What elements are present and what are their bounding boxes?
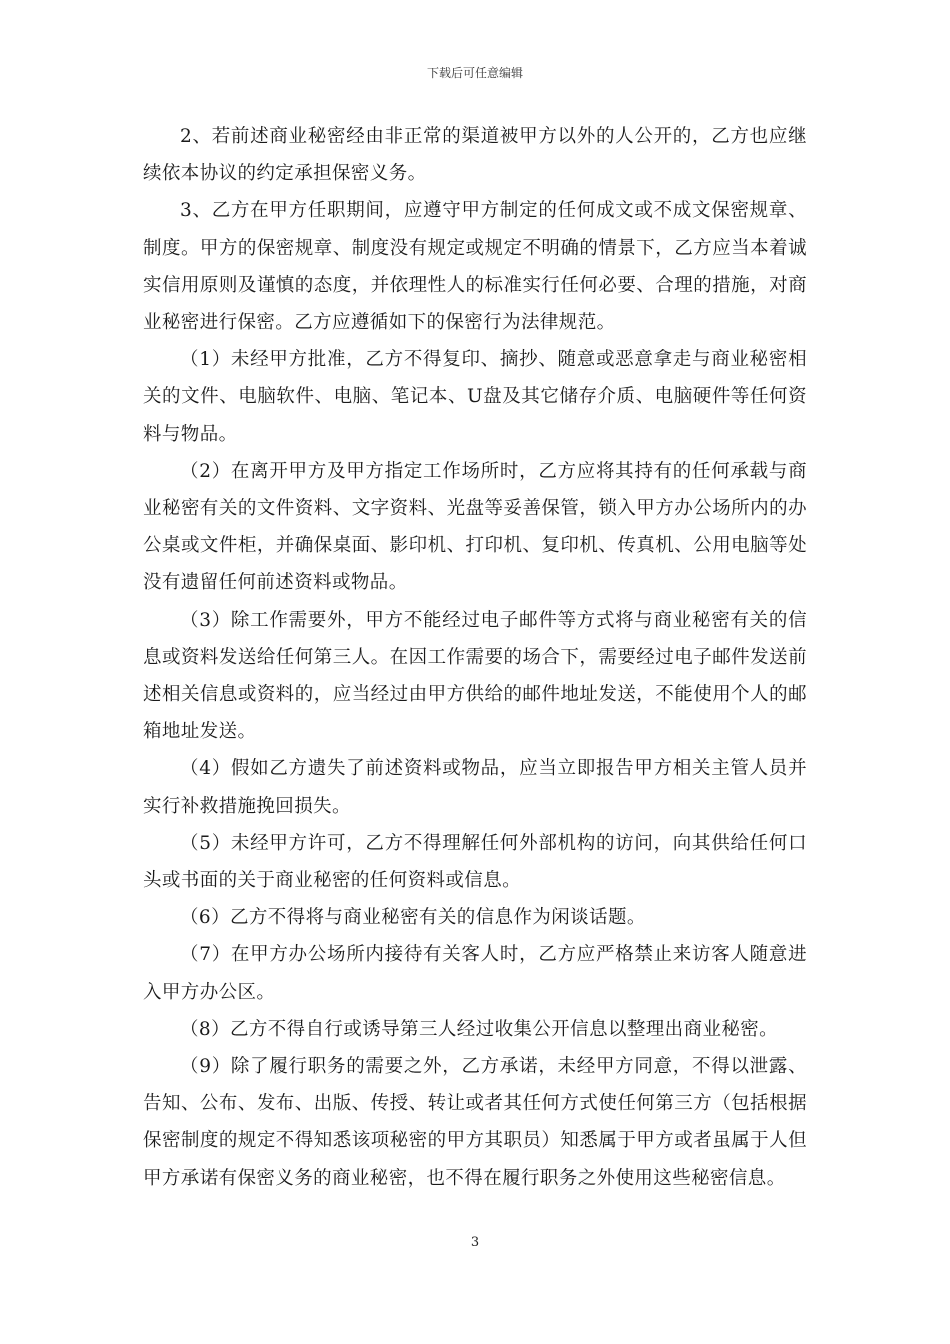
item-5-paragraph: （5）未经甲方许可，乙方不得理解任何外部机构的访问，向其供给任何口头或书面的关于商业秘密的任何资料或信息。 [143, 832, 807, 892]
item-3-paragraph: （3）除工作需要外，甲方不能经过电子邮件等方式将与商业秘密有关的信息或资料发送给任何第三人。在因工作需要的场合下，需要经过电子邮件发送前述相关信息或资料的，应当经过由甲方供给的邮件地址发送，不能使用个人的邮箱地址发送。 [143, 609, 807, 743]
clause-2-paragraph: 2、若前述商业秘密经由非正常的渠道被甲方以外的人公开的，乙方也应继续依本协议的约定承担保密义务。 [143, 126, 807, 185]
item-9-paragraph: （9）除了履行职务的需要之外，乙方承诺，未经甲方同意，不得以泄露、告知、公布、发布、出版、传授、转让或者其任何方式使任何第三方（包括根据保密制度的规定不得知悉该项秘密的甲方其职员）知悉属于甲方或者虽属于人但甲方承诺有保密义务的商业秘密，也不得在履行职务之外使用这些秘密信息。 [143, 1056, 807, 1189]
clause-3-paragraph: 3、乙方在甲方任职期间，应遵守甲方制定的任何成文或不成文保密规章、制度。甲方的保密规章、制度没有规定或规定不明确的情景下，乙方应当本着诚实信用原则及谨慎的态度，并依理性人的标准实行任何必要、合理的措施，对商业秘密进行保密。乙方应遵循如下的保密行为法律规范。 [143, 200, 807, 334]
page-header: 下载后可任意编辑 [426, 66, 523, 80]
page-number: 3 [470, 1235, 480, 1250]
item-8-paragraph: （8）乙方不得自行或诱导第三人经过收集公开信息以整理出商业秘密。 [180, 1018, 779, 1040]
item-1-paragraph: （1）未经甲方批准，乙方不得复印、摘抄、随意或恶意拿走与商业秘密相关的文件、电脑软件、电脑、笔记本、U盘及其它储存介质、电脑硬件等任何资料与物品。 [143, 349, 807, 445]
item-2-paragraph: （2）在离开甲方及甲方指定工作场所时，乙方应将其持有的任何承载与商业秘密有关的文件资料、文字资料、光盘等妥善保管，锁入甲方办公场所内的办公桌或文件柜，并确保桌面、影印机、打印机、复印机、传真机、公用电脑等处没有遗留任何前述资料或物品。 [143, 460, 807, 594]
document-body [143, 118, 807, 1197]
item-7-paragraph: （7）在甲方办公场所内接待有关客人时，乙方应严格禁止来访客人随意进入甲方办公区。 [143, 944, 807, 1003]
item-4-paragraph: （4）假如乙方遗失了前述资料或物品，应当立即报告甲方相关主管人员并实行补救措施挽回损失。 [143, 758, 807, 817]
item-6-paragraph: （6）乙方不得将与商业秘密有关的信息作为闲谈话题。 [180, 907, 646, 929]
